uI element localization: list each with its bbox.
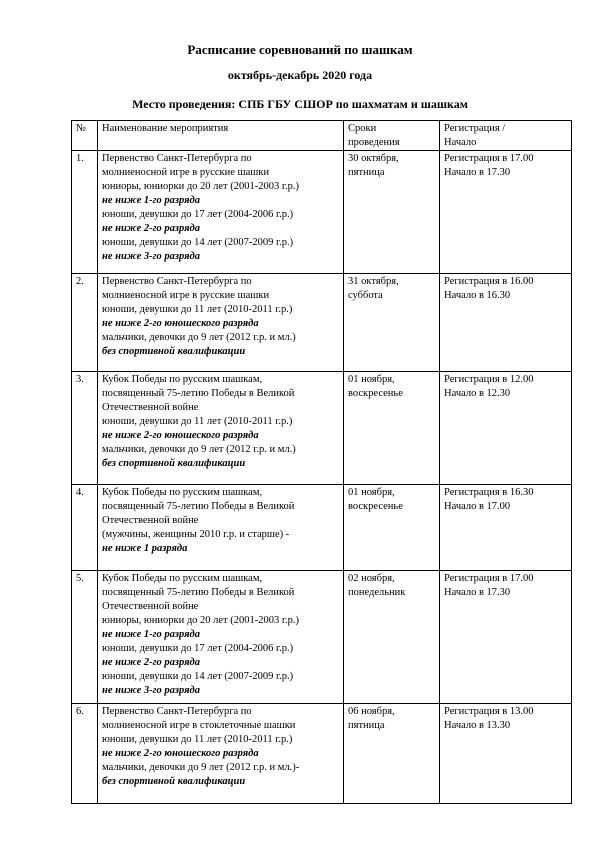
qualification-requirement: не ниже 2-го юношеского разряда	[102, 318, 259, 329]
start-time: Начало в 17.30	[444, 167, 511, 178]
event-description-line: Первенство Санкт-Петербурга по	[102, 706, 252, 717]
table-row	[72, 704, 572, 804]
event-description-line: Кубок Победы по русским шашкам,	[102, 374, 263, 385]
event-description-line: Отечественной войне	[102, 515, 199, 526]
start-time: Начало в 17.00	[444, 501, 511, 512]
event-date-line: 30 октября,	[348, 153, 399, 164]
row-number: 1.	[72, 151, 98, 274]
table-row	[72, 372, 572, 485]
event-description-line: Первенство Санкт-Петербурга по	[102, 276, 252, 287]
event-dates	[344, 571, 440, 704]
column-header-number: №	[72, 121, 98, 151]
qualification-requirement: не ниже 1 разряда	[102, 543, 188, 554]
event-date-line: 02 ноября,	[348, 573, 395, 584]
event-description	[98, 704, 344, 804]
event-dates	[344, 151, 440, 274]
registration-start	[440, 571, 572, 704]
start-time: Начало в 13.30	[444, 720, 511, 731]
registration-start	[440, 372, 572, 485]
registration-time: Регистрация в 16.00	[444, 276, 534, 287]
row-number: 6.	[72, 704, 98, 804]
qualification-requirement: не ниже 2-го юношеского разряда	[102, 430, 259, 441]
document-title: Расписание соревнований по шашкам	[187, 42, 413, 57]
qualification-requirement: не ниже 3-го разряда	[102, 685, 201, 696]
event-description	[98, 485, 344, 571]
qualification-requirement: не ниже 1-го разряда	[102, 629, 201, 640]
qualification-requirement: без спортивной квалификации	[102, 776, 246, 787]
event-date-line: пятница	[348, 167, 385, 178]
qualification-requirement: не ниже 2-го разряда	[102, 223, 201, 234]
row-number: 5.	[72, 571, 98, 704]
registration-time: Регистрация в 16.30	[444, 487, 534, 498]
table-row	[72, 151, 572, 274]
event-description-line: молниеносной игре в русские шашки	[102, 167, 270, 178]
event-date-line: воскресенье	[348, 388, 403, 399]
column-header-registration	[440, 121, 572, 151]
registration-start	[440, 704, 572, 804]
qualification-requirement: не ниже 3-го разряда	[102, 251, 201, 262]
registration-time: Регистрация в 12.00	[444, 374, 534, 385]
event-description-line: Кубок Победы по русским шашкам,	[102, 573, 263, 584]
event-description-line: мальчики, девочки до 9 лет (2012 г.р. и мл.)	[102, 444, 296, 455]
event-description-line: Кубок Победы по русским шашкам,	[102, 487, 263, 498]
table-row	[72, 485, 572, 571]
event-description	[98, 274, 344, 372]
event-description-line: юниоры, юниорки до 20 лет (2001-2003 г.р.)	[102, 615, 300, 626]
column-header-event: Наименование мероприятия	[98, 121, 344, 151]
qualification-requirement: без спортивной квалификации	[102, 458, 246, 469]
event-dates	[344, 485, 440, 571]
event-description-line: (мужчины, женщины 2010 г.р. и старше) -	[102, 529, 290, 540]
event-description-line: Первенство Санкт-Петербурга по	[102, 153, 252, 164]
table-header-row	[72, 121, 572, 151]
event-description-line: юноши, девушки до 11 лет (2010-2011 г.р.)	[102, 734, 293, 745]
qualification-requirement: не ниже 2-го юношеского разряда	[102, 748, 259, 759]
qualification-requirement: не ниже 1-го разряда	[102, 195, 201, 206]
event-dates	[344, 274, 440, 372]
event-description-line: юноши, девушки до 17 лет (2004-2006 г.р.)	[102, 643, 294, 654]
column-header-dates	[344, 121, 440, 151]
registration-time: Регистрация в 17.00	[444, 153, 534, 164]
event-description-line: посвященный 75-летию Победы в Великой	[102, 388, 295, 399]
event-description-line: юноши, девушки до 14 лет (2007-2009 г.р.)	[102, 237, 294, 248]
event-description-line: мальчики, девочки до 9 лет (2012 г.р. и мл.)	[102, 332, 296, 343]
qualification-requirement: не ниже 2-го разряда	[102, 657, 201, 668]
event-description-line: юноши, девушки до 11 лет (2010-2011 г.р.)	[102, 304, 293, 315]
event-description-line: юноши, девушки до 17 лет (2004-2006 г.р.)	[102, 209, 294, 220]
table-row	[72, 571, 572, 704]
event-description-line: юниоры, юниорки до 20 лет (2001-2003 г.р.)	[102, 181, 300, 192]
row-number: 3.	[72, 372, 98, 485]
column-header-registration-text: Регистрация / Начало	[444, 123, 506, 148]
event-description-line: посвященный 75-летию Победы в Великой	[102, 501, 295, 512]
table-row	[72, 274, 572, 372]
event-description-line: молниеносной игре в русские шашки	[102, 290, 270, 301]
registration-time: Регистрация в 13.00	[444, 706, 534, 717]
row-number: 4.	[72, 485, 98, 571]
event-date-line: понедельник	[348, 587, 406, 598]
event-description	[98, 151, 344, 274]
registration-start	[440, 274, 572, 372]
event-description-line: мальчики, девочки до 9 лет (2012 г.р. и мл.)-	[102, 762, 300, 773]
start-time: Начало в 17.30	[444, 587, 511, 598]
row-number: 2.	[72, 274, 98, 372]
event-description	[98, 571, 344, 704]
event-description-line: Отечественной войне	[102, 601, 199, 612]
event-description	[98, 372, 344, 485]
document-period: октябрь-декабрь 2020 года	[227, 68, 373, 82]
registration-start	[440, 485, 572, 571]
column-header-dates-text: Сроки проведения	[348, 123, 400, 148]
event-date-line: 01 ноября,	[348, 374, 395, 385]
event-date-line: 31 октября,	[348, 276, 399, 287]
event-date-line: 06 ноября,	[348, 706, 395, 717]
event-date-line: 01 ноября,	[348, 487, 395, 498]
start-time: Начало в 12.30	[444, 388, 511, 399]
qualification-requirement: без спортивной квалификации	[102, 346, 246, 357]
event-date-line: суббота	[348, 290, 383, 301]
event-dates	[344, 372, 440, 485]
event-description-line: юноши, девушки до 14 лет (2007-2009 г.р.)	[102, 671, 294, 682]
event-description-line: Отечественной войне	[102, 402, 199, 413]
start-time: Начало в 16.30	[444, 290, 511, 301]
venue-line: Место проведения: СПБ ГБУ СШОР по шахматам и шашкам	[132, 97, 468, 111]
event-description-line: юноши, девушки до 11 лет (2010-2011 г.р.)	[102, 416, 293, 427]
registration-time: Регистрация в 17.00	[444, 573, 534, 584]
event-description-line: посвященный 75-летию Победы в Великой	[102, 587, 295, 598]
event-date-line: воскресенье	[348, 501, 403, 512]
schedule-table	[71, 120, 572, 804]
registration-start	[440, 151, 572, 274]
event-date-line: пятница	[348, 720, 385, 731]
event-description-line: молниеносной игре в стоклеточные шашки	[102, 720, 296, 731]
event-dates	[344, 704, 440, 804]
